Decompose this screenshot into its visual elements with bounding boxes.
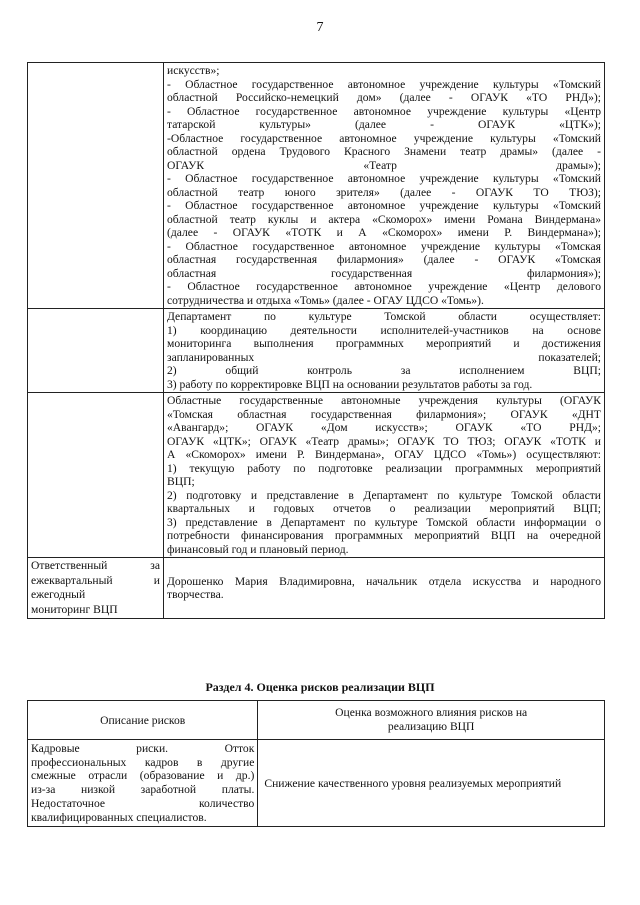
- text-line: 2) подготовку и представление в Департамент по культуре Томской области: [167, 488, 601, 502]
- text-line: 3) представление в Департамент по культуре Томской области информации о: [167, 515, 601, 529]
- department-duties-cell: [164, 309, 605, 393]
- text-line: Недостаточное количество: [31, 796, 255, 810]
- text-line: профессиональных кадров в другие: [31, 755, 255, 769]
- text-line: «Авангард»; ОГАУК «Дом искусств»; ОГАУК «ТО РНД»;: [167, 421, 601, 434]
- text-line: Кадровые риски. Отток: [31, 742, 255, 755]
- text-line: областной ордена Трудового Красного Знамени театр драмы» (далее -: [167, 145, 601, 158]
- text-line: областной театр куклы и актера «Скоморох» имени Романа Виндермана»: [167, 212, 601, 226]
- risks-table: [27, 700, 605, 827]
- table-row: [28, 740, 605, 827]
- table-cell-empty: [28, 393, 164, 558]
- text-line: сотрудничества и отдыха «Томь» (далее - ОГАУ ЦДСО «Томь»).: [167, 293, 484, 307]
- responsible-label-cell: [28, 558, 164, 619]
- text-line: (далее - ОГАУК «ТОТК и А «Скоморох» имени Р. Виндермана»);: [167, 226, 601, 239]
- text-line: областной Российско-немецкий дом» (далее - ОГАУК «ТО РНД»);: [167, 91, 601, 104]
- text-line: 1) текущую работу по подготовке реализации программных мероприятий: [167, 461, 601, 475]
- text-line: Ответственный за: [31, 559, 160, 572]
- institutions-duties-cell: [164, 393, 605, 558]
- text-line: ВЦП;: [167, 475, 195, 488]
- text-line: - Областное государственное автономное учреждение культуры «Томская: [167, 239, 601, 253]
- text-line: 1) координацию деятельности исполнителей-участников на основе: [167, 323, 601, 337]
- table-cell-empty: [28, 63, 164, 309]
- text-line: ОГАУК «ЦТК»; ОГАУК «Театр драмы»; ОГАУК ТО ТЮЗ; ОГАУК «ТОТК и: [167, 434, 601, 448]
- risk-impact-cell: Снижение качественного уровня реализуемых мероприятий: [258, 740, 605, 827]
- risk-description-cell: [28, 740, 258, 827]
- table-row: [28, 309, 605, 393]
- text-line: потребности финансирования программных мероприятий ВЦП на очередной: [167, 529, 601, 542]
- text-line: квартальных и годовых отчетов о реализации мероприятий ВЦП;: [167, 502, 601, 515]
- text-line: Областные государственные автономные учреждения культуры (ОГАУК: [167, 394, 601, 407]
- table-row: [28, 63, 605, 309]
- header-risk-impact: [258, 701, 605, 740]
- text-line: - Областное государственное автономное учреждение культуры «Томский: [167, 77, 601, 91]
- text-line: областная государственная филармония» (далее - ОГАУК «Томская: [167, 253, 601, 266]
- text-line: татарской культуры» (далее - ОГАУК «ЦТК»);: [167, 118, 601, 131]
- text-line: мониторинг ВЦП: [31, 602, 118, 616]
- table-row: [28, 393, 605, 558]
- text-line: финансовый год и плановый период.: [167, 542, 349, 556]
- text-line: - Областное государственное автономное учреждение культуры «Центр: [167, 104, 601, 118]
- header-risk-impact-line-1: Оценка возможного влияния рисков на: [335, 706, 528, 719]
- text-line: областная государственная филармония»);: [167, 266, 601, 280]
- institutions-list-cell: [164, 63, 605, 309]
- text-line: ежегодный: [31, 588, 86, 601]
- text-line: - Областное государственное автономное учреждение культуры «Томский: [167, 199, 601, 212]
- implementation-table: [27, 62, 605, 619]
- table-row: [28, 558, 605, 619]
- responsible-value-cell: [164, 558, 605, 619]
- text-line: из-за низкой заработной платы.: [31, 783, 255, 797]
- text-line: искусств»;: [167, 64, 220, 77]
- text-line: А «Скоморох» имени Р. Виндермана», ОГАУ ЦДСО «Томь») осуществляют:: [167, 448, 601, 461]
- text-line: областной театр юного зрителя» (далее - ОГАУК ТО ТЮЗ);: [167, 185, 601, 199]
- text-line: -Областное государственное автономное учреждение культуры «Томский: [167, 131, 601, 145]
- text-line: ежеквартальный и: [31, 573, 160, 587]
- text-line: Дорошенко Мария Владимировна, начальник отдела искусства и народного: [167, 574, 601, 588]
- text-line: - Областное государственное автономное учреждение культуры «Томский: [167, 172, 601, 185]
- text-line: 2) общий контроль за исполнением ВЦП;: [167, 364, 601, 377]
- text-line: смежные отрасли (образование и др.): [31, 769, 255, 783]
- section-title: Раздел 4. Оценка рисков реализации ВЦП: [205, 680, 435, 694]
- header-risk-impact-line-2: реализацию ВЦП: [387, 720, 475, 733]
- text-line: ОГАУК «Театр драмы»);: [167, 158, 601, 172]
- text-line: запланированных показателей;: [167, 350, 601, 364]
- page-number: 7: [316, 20, 324, 35]
- text-line: 3) работу по корректировке ВЦП на основании результатов работы за год.: [167, 377, 533, 391]
- text-line: творчества.: [167, 588, 224, 601]
- text-line: Департамент по культуре Томской области осуществляет:: [167, 310, 601, 323]
- header-risk-description: Описание рисков: [28, 701, 258, 740]
- text-line: квалифицированных специалистов.: [31, 810, 207, 824]
- text-line: - Областное государственное автономное учреждение «Центр делового: [167, 280, 601, 293]
- table-header-row: [28, 701, 605, 740]
- table-cell-empty: [28, 309, 164, 393]
- text-line: «Томская областная государственная филармония»; ОГАУК «ДНТ: [167, 407, 601, 421]
- text-line: мониторинга выполнения программных мероприятий и достижения: [167, 337, 601, 350]
